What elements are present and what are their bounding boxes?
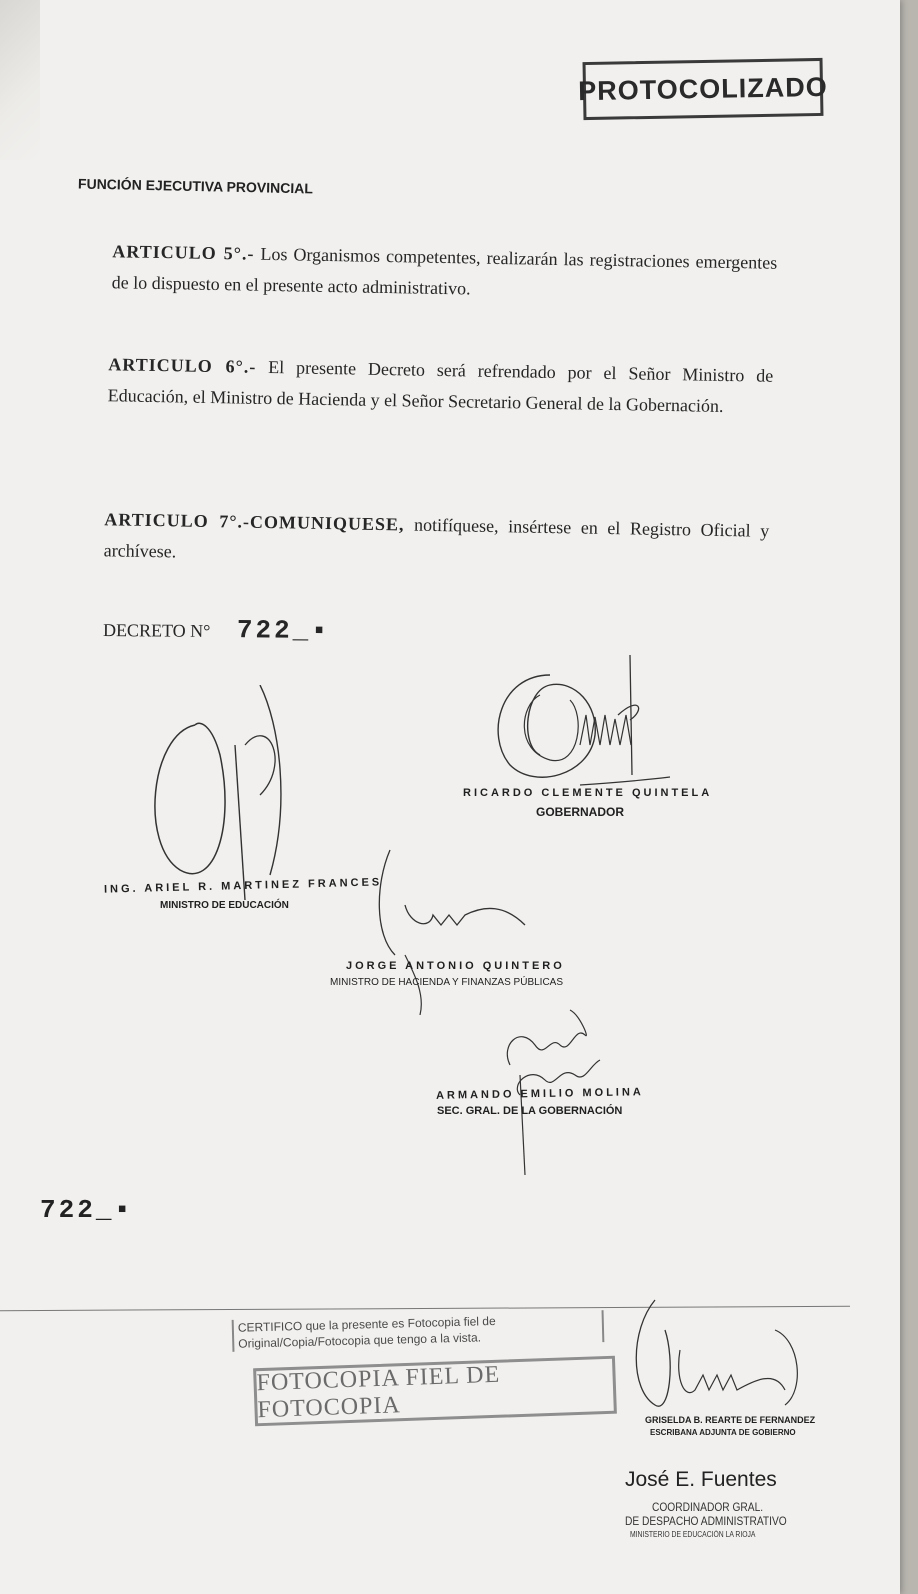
protocolizado-stamp: PROTOCOLIZADO [583, 58, 824, 120]
governor-name: RICARDO CLEMENTE QUINTELA [463, 787, 713, 799]
education-minister-signature [140, 685, 320, 900]
page-fold [0, 0, 40, 160]
coordinator-name: José E. Fuentes [625, 1468, 777, 1491]
article-7 [104, 504, 770, 578]
education-minister-title: MINISTRO DE EDUCACIÓN [160, 900, 289, 911]
notary-title: ESCRIBANA ADJUNTA DE GOBIERNO [650, 1428, 796, 1437]
fotocopia-stamp: FOTOCOPIA FIEL DE FOTOCOPIA [253, 1356, 617, 1427]
coordinator-line-1: COORDINADOR GRAL. [652, 1500, 764, 1514]
bottom-number-stamp-mark: _▪ [95, 1195, 134, 1225]
bottom-number-text: 722 [40, 1195, 96, 1225]
article-7-lead: ARTICULO 7°.-COMUNIQUESE, [104, 509, 405, 535]
article-7-text: notifíquese, insértese en el Registro Oficial y archívese. [103, 514, 770, 562]
secretary-title: SEC. GRAL. DE LA GOBERNACIÓN [437, 1105, 623, 1117]
article-6 [108, 349, 774, 423]
coordinator-line-3: MINISTERIO DE EDUCACIÓN LA RIOJA [630, 1530, 756, 1539]
hacienda-minister-signature [375, 845, 535, 1015]
secretary-name: ARMANDO EMILIO MOLINA [435, 1086, 644, 1102]
governor-signature [480, 655, 680, 795]
decree-label: DECRETO N° [102, 620, 211, 641]
certification-text: CERTIFICO que la presente es Fotocopia fiel de Original/Copia/Fotocopia que tengo a la vista. [232, 1310, 605, 1352]
coordinator-line-2: DE DESPACHO ADMINISTRATIVO [625, 1514, 787, 1528]
decree-number: 722 [236, 615, 293, 646]
article-5 [112, 236, 778, 310]
notary-signature [625, 1290, 815, 1420]
hacienda-minister-title: MINISTRO DE HACIENDA Y FINANZAS PÚBLICAS [330, 977, 564, 988]
governor-title: GOBERNADOR [536, 805, 625, 819]
document-header: FUNCIÓN EJECUTIVA PROVINCIAL [77, 175, 314, 197]
article-5-lead: ARTICULO 5°.- [112, 241, 255, 264]
decree-number-stamp-mark: _▪ [292, 615, 331, 646]
decree-number-line [103, 614, 330, 646]
article-6-text: El presente Decreto será refrendado por el Señor Ministro de Educación, el Ministro de Hacienda y el Señor Secretario General de la Gobernación. [107, 356, 774, 416]
hacienda-minister-name: JORGE ANTONIO QUINTERO [346, 960, 565, 972]
article-6-lead: ARTICULO 6°.- [108, 354, 257, 377]
education-minister-name: ING. ARIEL R. MARTINEZ FRANCES [103, 876, 383, 896]
notary-name: GRISELDA B. REARTE DE FERNANDEZ [645, 1415, 816, 1425]
bottom-decree-number [40, 1195, 133, 1225]
article-5-text: Los Organismos competentes, realizarán las registraciones emergentes de lo dispuesto en el presente acto administrativo. [111, 243, 778, 299]
